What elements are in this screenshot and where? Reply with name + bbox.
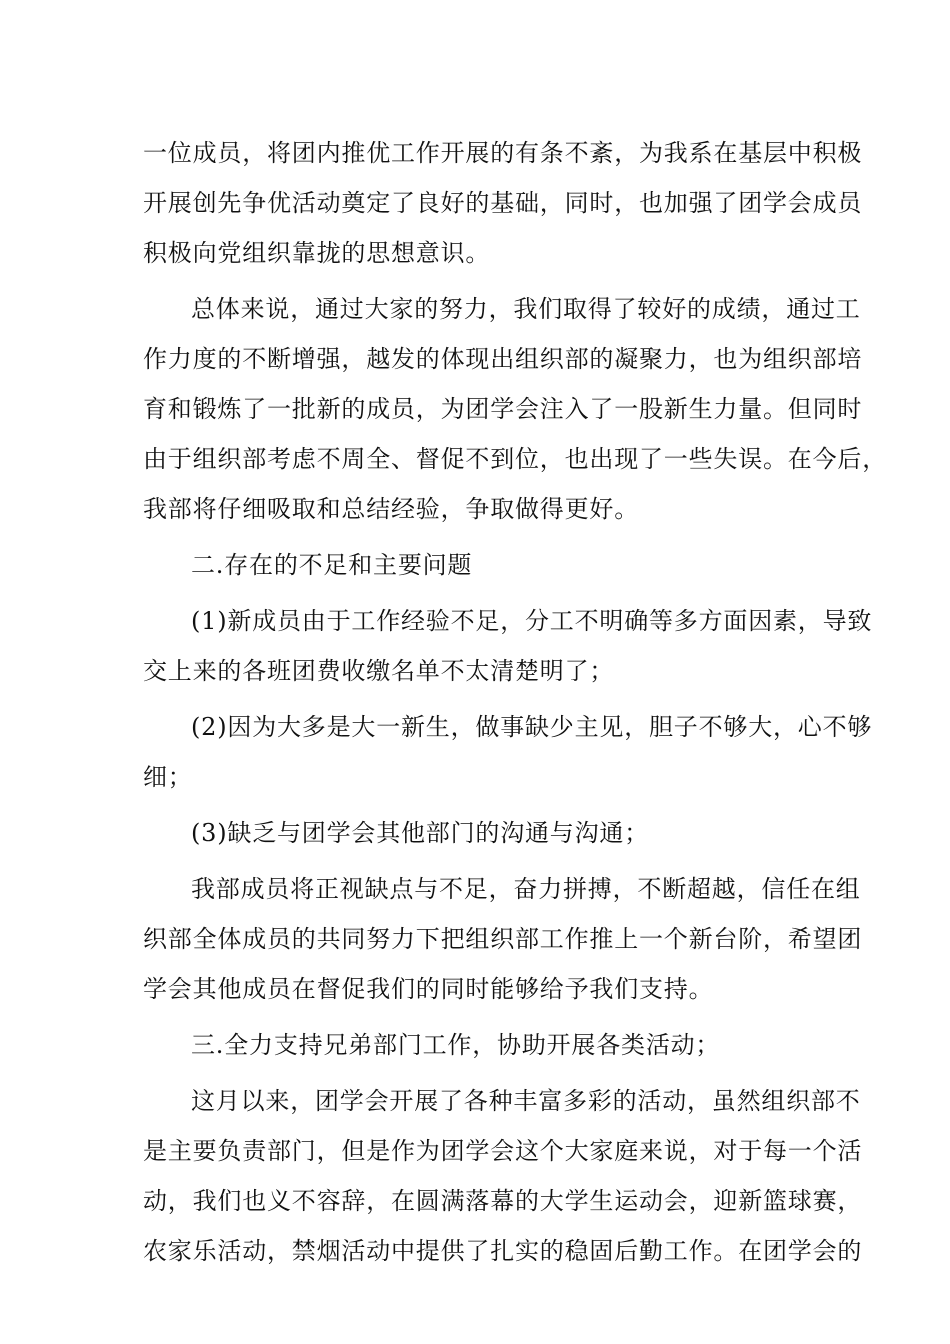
section-heading: 二.存在的不足和主要问题 — [191, 551, 473, 579]
document-body — [143, 128, 887, 1276]
text-line: 织部全体成员的共同努力下把组织部工作推上一个新台阶，希望团 — [143, 925, 863, 953]
text-line: 一位成员，将团内推优工作开展的有条不紊，为我系在基层中积极 — [143, 139, 863, 167]
text-line: (3)缺乏与团学会其他部门的沟通与沟通； — [191, 819, 649, 847]
text-line: 这月以来，团学会开展了各种丰富多彩的活动，虽然组织部不 — [191, 1087, 861, 1115]
section-heading: 三.全力支持兄弟部门工作，协助开展各类活动； — [191, 1031, 721, 1059]
text-line: 育和锻炼了一批新的成员，为团学会注入了一股新生力量。但同时 — [143, 395, 863, 423]
text-line: 农家乐活动，禁烟活动中提供了扎实的稳固后勤工作。在团学会的 — [143, 1237, 863, 1265]
text-line: 开展创先争优活动奠定了良好的基础，同时，也加强了团学会成员 — [143, 189, 863, 217]
text-line: 学会其他成员在督促我们的同时能够给予我们支持。 — [143, 975, 714, 1003]
text-line: 积极向党组织靠拢的思想意识。 — [143, 239, 491, 267]
text-line: (1)新成员由于工作经验不足，分工不明确等多方面因素，导致 — [191, 607, 873, 635]
text-line: 总体来说，通过大家的努力，我们取得了较好的成绩，通过工 — [191, 295, 861, 323]
text-line: 我部成员将正视缺点与不足，奋力拼搏，不断超越，信任在组 — [191, 875, 861, 903]
text-line: 由于组织部考虑不周全、督促不到位，也出现了一些失误。在今后， — [143, 445, 887, 473]
text-line: 交上来的各班团费收缴名单不太清楚明了； — [143, 657, 615, 685]
text-line: 动，我们也义不容辞，在圆满落幕的大学生运动会，迎新篮球赛， — [143, 1187, 863, 1215]
text-line: (2)因为大多是大一新生，做事缺少主见，胆子不够大，心不够 — [191, 713, 873, 741]
text-line: 细； — [143, 763, 193, 791]
text-line: 作力度的不断增强，越发的体现出组织部的凝聚力，也为组织部培 — [143, 345, 863, 373]
text-line: 是主要负责部门，但是作为团学会这个大家庭来说，对于每一个活 — [143, 1137, 863, 1165]
text-line: 我部将仔细吸取和总结经验，争取做得更好。 — [143, 495, 639, 523]
